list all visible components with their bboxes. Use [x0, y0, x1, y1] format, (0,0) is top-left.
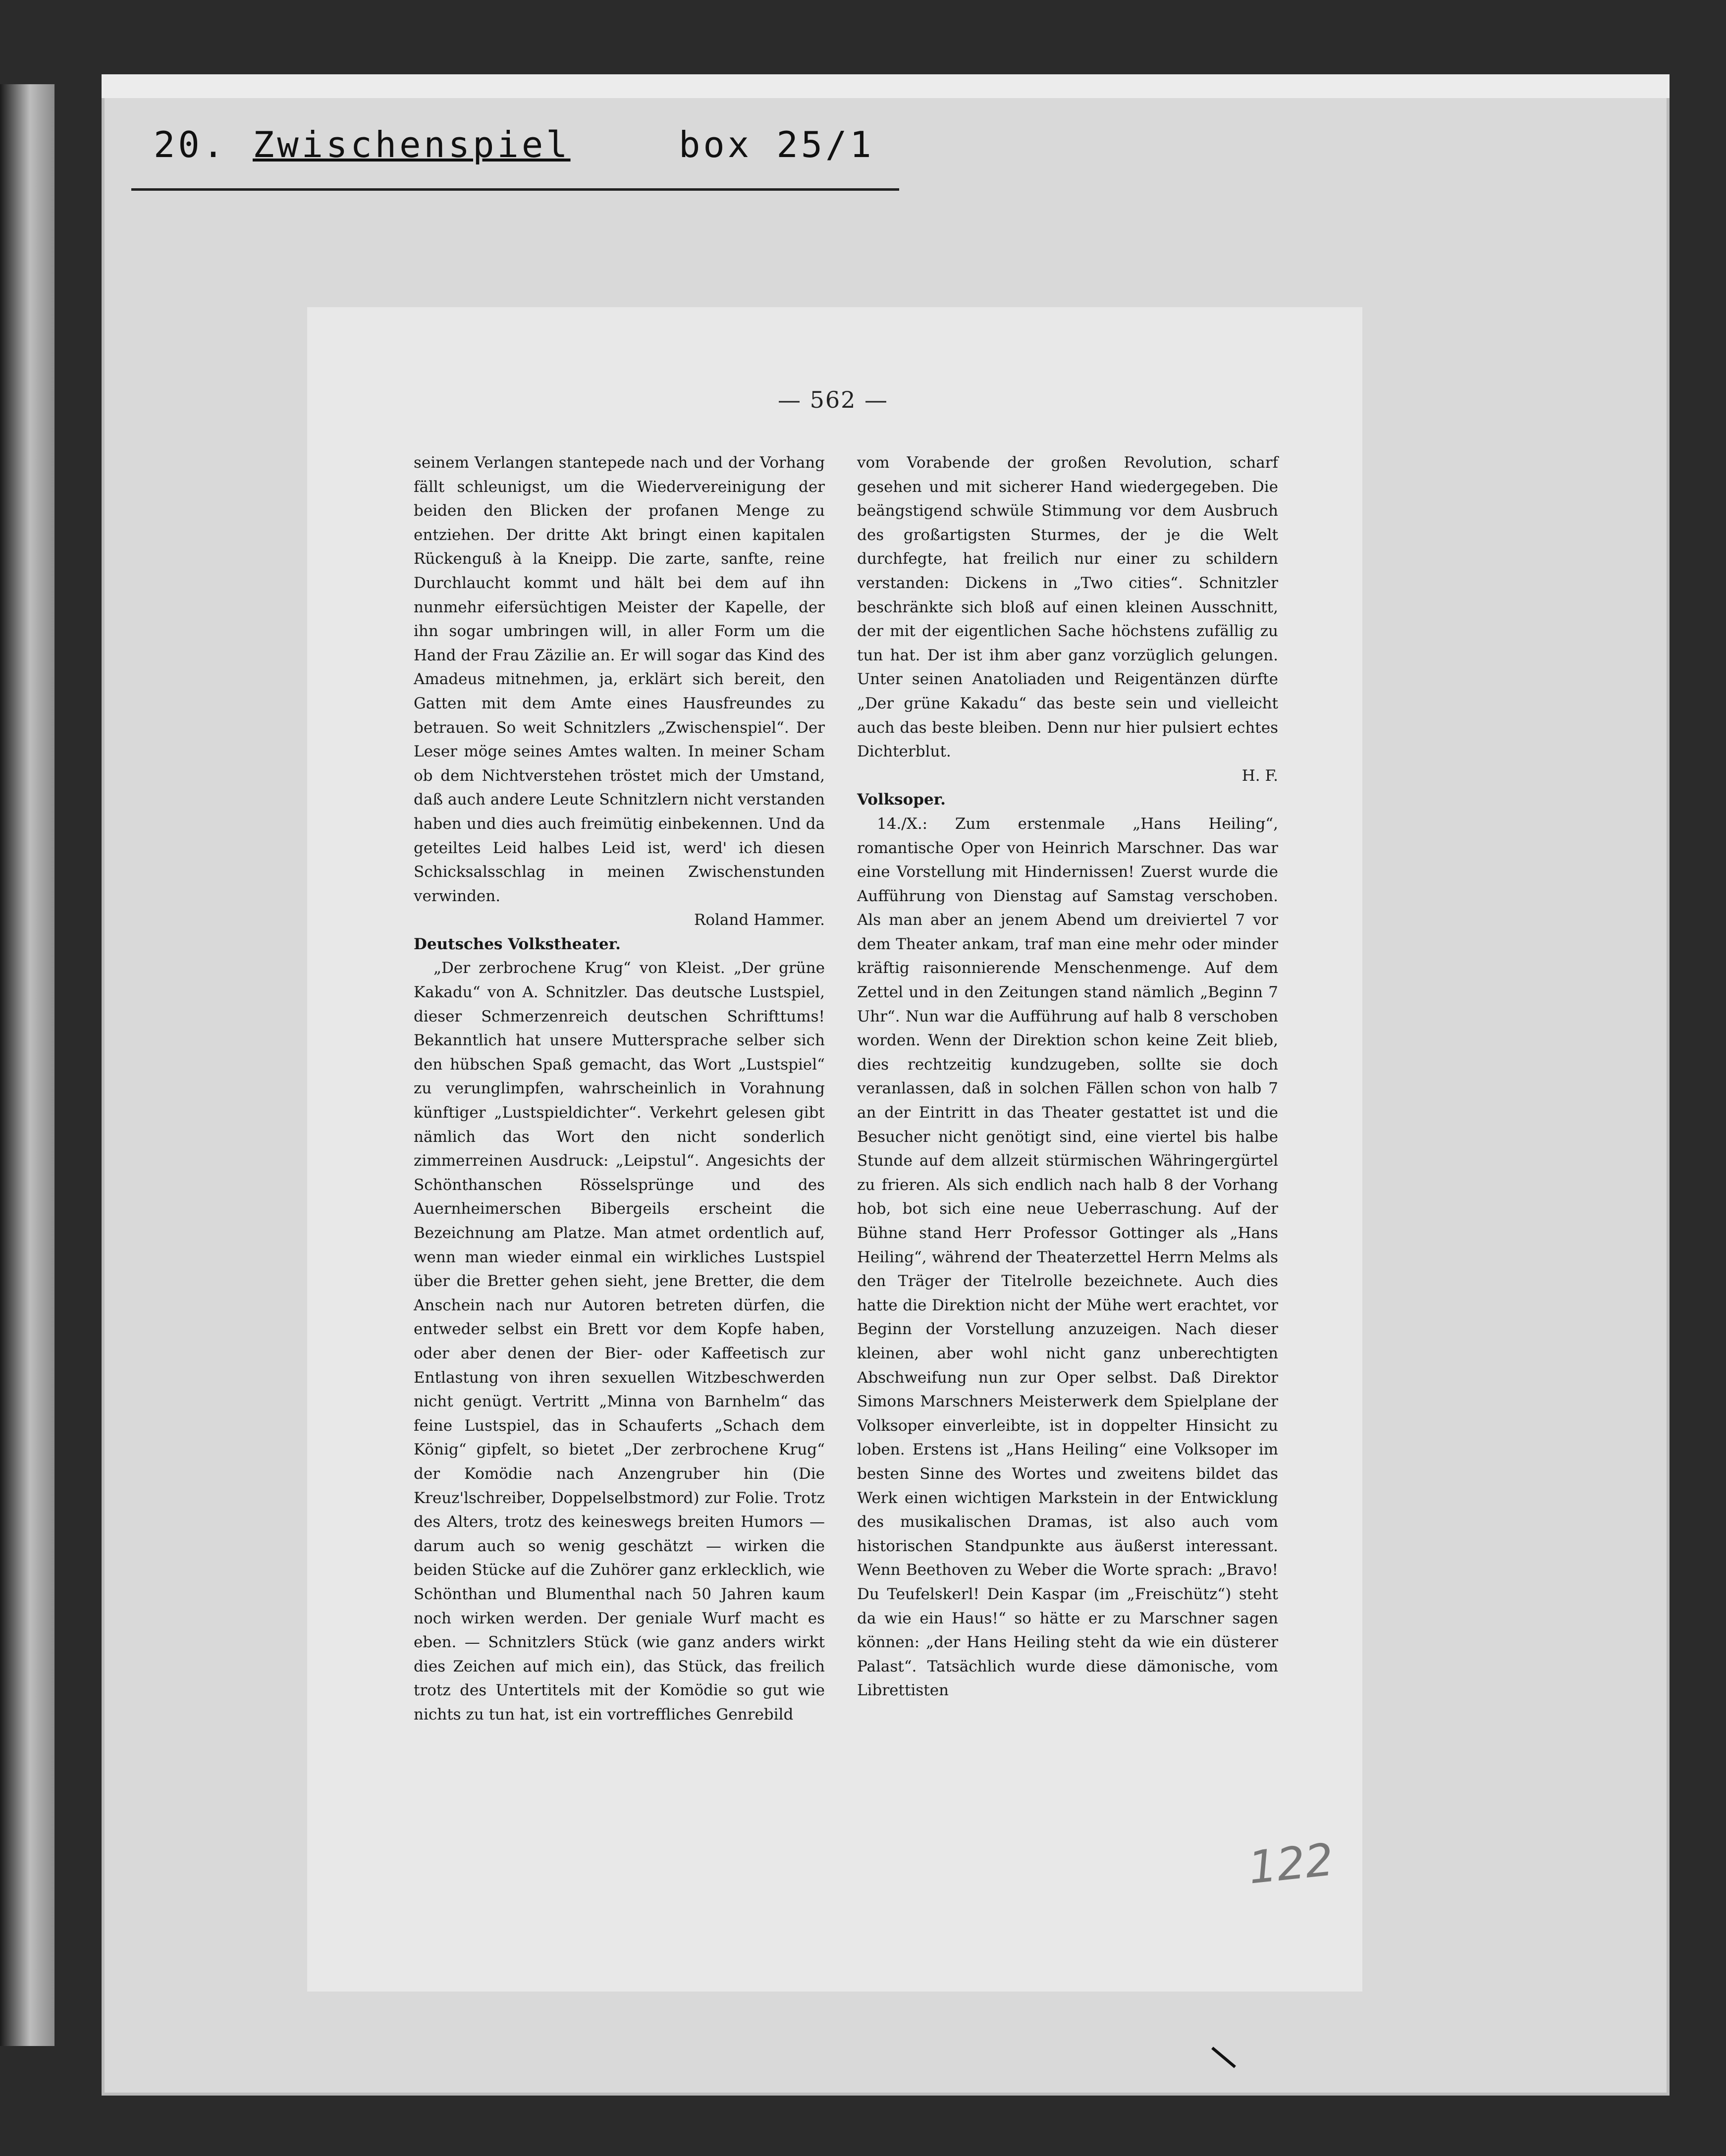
folder-number: 20. [154, 124, 227, 165]
left-paragraph-2: „Der zerbrochene Krug“ von Kleist. „Der grüne Kakadu“ von A. Schnitzler. Das deutsche Lustspiel, dieser Schmerzenreich deutschen Schrifttums! Bekanntlich hat unsere Muttersprache selber sich den hübschen Spaß gemacht, das Wort „Lustspiel“ zu verunglimpfen, wahrscheinlich in Vorahnung künftiger „Lustspieldichter“. Verkehrt gelesen gibt nämlich das Wort den nicht sonderlich zimmerreinen Ausdruck: „Leipstul“. Angesichts der Schönthanschen Rösselsprünge und des Auernheimerschen Bibergeils erscheint die Bezeichnung am Platze. Man atmet ordentlich auf, wenn man wieder einmal ein wirkliches Lustspiel über die Bretter gehen sieht, jene Bretter, die dem Anschein nach nur Autoren betreten dürfen, die entweder selbst ein Brett vor dem Kopfe haben, oder aber denen der Bier- oder Kaffeetisch zur Entlastung von ihren sexuellen Witzbeschwerden nicht genügt. Vertritt „Minna von Barnhelm“ das feine Lustspiel, das in Schauferts „Schach dem König“ gipfelt, so bietet „Der zerbrochene Krug“ der Komödie nach Anzengruber hin (Die Kreuz'lschreiber, Doppelselbstmord) zur Folie. Trotz des Alters, trotz des keineswegs breiten Humors — darum auch so wenig geschätzt — wirken die beiden Stücke auf die Zuhörer ganz erklecklich, wie Schönthan und Blumenthal nach 50 Jahren kaum noch wirken werden. Der geniale Wurf macht es eben. — Schnitzlers Stück (wie ganz anders wirkt dies Zeichen auf mich ein), das Stück, das freilich trotz des Untertitels mit der Komödie so gut wie nichts zu tun hat, ist ein vortreffliches Genrebild [414, 959, 825, 1724]
adjacent-folder-edge [0, 84, 54, 2046]
left-column [414, 451, 825, 1726]
clipping-content [381, 386, 1308, 1982]
left-signature: Roland Hammer. [694, 911, 825, 929]
right-paragraph-1: vom Vorabende der großen Revolution, scharf gesehen und mit sicherer Hand wiedergegeben. Die beängstigend schwüle Stimmung vor dem Ausbruch des großartigsten Sturmes, der je die Welt durchfegte, hat freilich nur einer zu schildern verstanden: Dickens in „Two cities“. Schnitzler beschränkte sich bloß auf einen kleinen Ausschnitt, der mit der eigentlichen Sache höchstens zufällig zu tun hat. Der ist ihm aber ganz vorzüglich gelungen. Unter seinen Anatoliaden und Reigentänzen dürfte „Der grüne Kakadu“ das beste sein und vielleicht auch das beste bleiben. Denn nur hier pulsiert echtes Dichterblut. [857, 454, 1278, 761]
left-paragraph-1: seinem Verlangen stantepede nach und der Vorhang fällt schleunigst, um die Wiedervereinigung der beiden den Blicken der profanen Menge zu entziehen. Der dritte Akt bringt einen kapitalen Rückenguß à la Kneipp. Die zarte, sanfte, reine Durchlaucht kommt und hält bei dem auf ihn nunmehr eifersüchtigen Meister der Kapelle, der ihn sogar umbringen will, in aller Form um die Hand der Frau Zäzilie an. Er will sogar das Kind des Amadeus mitnehmen, ja, erklärt sich bereit, den Gatten mit dem Amte eines Hausfreundes zu betrauen. So weit Schnitzlers „Zwischenspiel“. Der Leser möge seines Amtes walten. In meiner Scham ob dem Nichtverstehen tröstet mich der Umstand, daß auch andere Leute Schnitzlern nicht verstanden haben und dies auch freimütig einbekennen. Und da geteiltes Leid halbes Leid ist, werd' ich diesen Schicksalsschlag in meinen Zwischenstunden verwinden. [414, 454, 825, 905]
right-paragraph-2: 14./X.: Zum erstenmale „Hans Heiling“, romantische Oper von Heinrich Marschner. Das war eine Vorstellung mit Hindernissen! Zuerst wurde die Aufführung von Dienstag auf Samstag verschoben. Als man aber an jenem Abend um dreiviertel 7 vor dem Theater ankam, traf man eine mehr oder minder kräftig raisonnierende Menschenmenge. Auf dem Zettel und in den Zeitungen stand nämlich „Beginn 7 Uhr“. Nun war die Aufführung auf halb 8 verschoben worden. Wenn der Direktion schon keine Zeit blieb, dies rechtzeitig kundzugeben, sollte sie doch veranlassen, daß in solchen Fällen schon von halb 7 an der Eintritt in das Theater gestattet ist und die Besucher nicht genötigt sind, eine viertel bis halbe Stunde auf dem allzeit stürmischen Währingergürtel zu frieren. Als sich endlich nach halb 8 der Vorhang hob, bot sich eine neue Ueberraschung. Auf der Bühne stand Herr Professor Gottinger als „Hans Heiling“, während der Theaterzettel Herrn Melms als den Träger der Titelrolle bezeichnete. Auch dies hatte die Direktion nicht der Mühe wert erachtet, vor Beginn der Vorstellung anzuzeigen. Nach dieser kleinen, aber wohl nicht ganz unberechtigten Abschweifung nun zur Oper selbst. Daß Direktor Simons Marschners Meisterwerk dem Spielplane der Volksoper einverleibte, ist in doppelter Hinsicht zu loben. Erstens ist „Hans Heiling“ eine Volksoper im besten Sinne des Wortes und zweitens bildet das Werk einen wichtigen Markstein in der Entwicklung des musikalischen Dramas, ist also auch vom historischen Standpunkte aus äußerst interessant. Wenn Beethoven zu Weber die Worte sprach: „Bravo! Du Teufelskerl! Dein Kaspar (im „Freischütz“) steht da wie ein Haus!“ so hätte er zu Marschner sagen können: „der Hans Heiling steht da wie ein düsterer Palast“. Tatsächlich wurde diese dämonische, vom Librettisten [857, 814, 1278, 1700]
folder-title: Zwischenspiel [253, 124, 571, 165]
header-rule [131, 188, 899, 191]
page-number: — 562 — [778, 386, 889, 413]
right-signature: H. F. [1241, 766, 1278, 785]
section-heading-volkstheater: Deutsches Volkstheater. [414, 935, 621, 953]
right-column [857, 451, 1278, 1703]
box-label: box 25/1 [679, 124, 874, 165]
section-heading-volksoper: Volksoper. [857, 791, 946, 809]
folder-top-edge [102, 74, 1670, 98]
archive-page-number: 122 [1245, 1833, 1336, 1894]
